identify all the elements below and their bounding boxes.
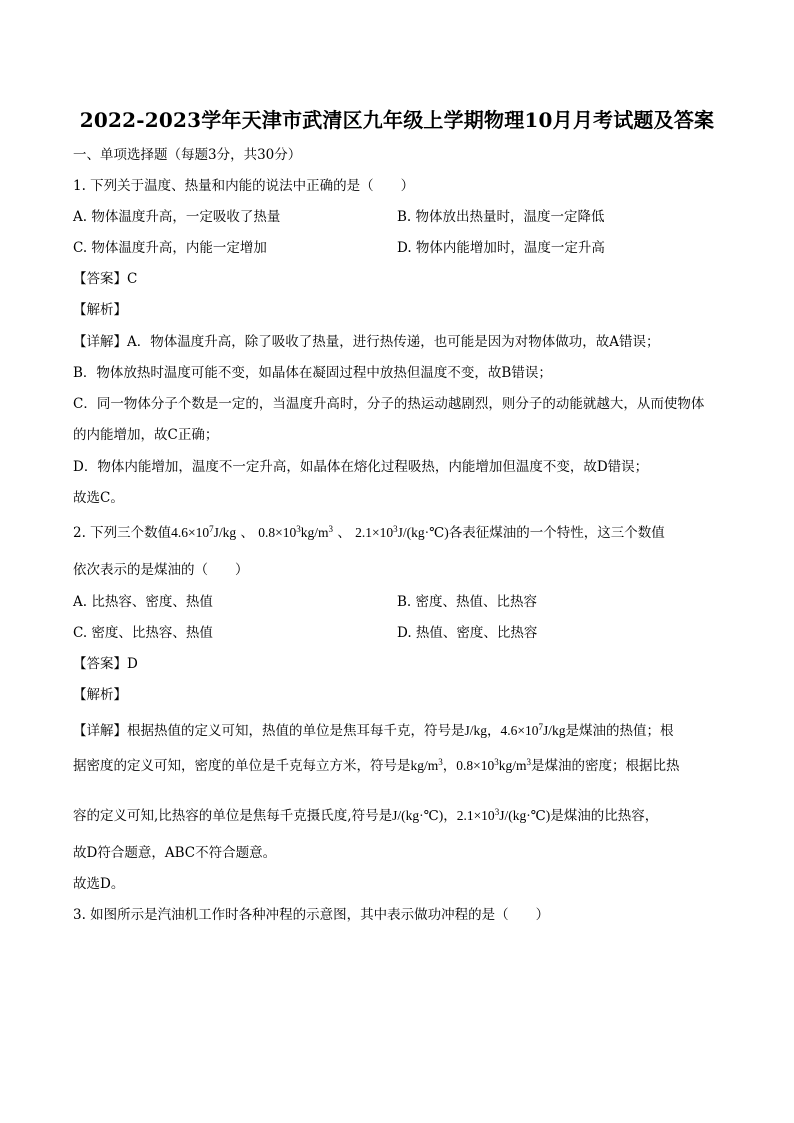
q2-stem-line-2: 依次表示的是煤油的（ ） <box>73 562 249 578</box>
value-heat: $4.6\times 10^7J/kg$ <box>171 524 237 540</box>
q2-detail-line-2: 据密度的定义可知，密度的单位是千克每立方米，符号是$kg/m^3$，$0.8\times 10^3kg/m^3$是煤油的密度；根据比热 <box>73 757 680 774</box>
q1-option-a: A. 物体温度升高，一定吸收了热量 <box>73 209 281 225</box>
q1-detail-line-6: 故选C。 <box>73 490 124 506</box>
q2-option-a: A. 比热容、密度、热值 <box>73 594 213 610</box>
q1-detail-line-2: B．物体放热时温度可能不变，如晶体在凝固过程中放热但温度不变，故B错误； <box>73 365 552 381</box>
q2-stem-suffix: 各表征煤油的一个特性，这三个数值 <box>448 525 665 541</box>
answer-value: C <box>127 271 138 287</box>
q1-stem: 1. 下列关于温度、热量和内能的说法中正确的是（ ） <box>73 178 415 194</box>
separator: 、 <box>236 525 259 541</box>
q2-detail-line-5: 故选D。 <box>73 876 125 892</box>
q2-option-c: C. 密度、比热容、热值 <box>73 625 213 641</box>
q2-stem-line-1 <box>73 524 665 542</box>
detail-text: A．物体温度升高，除了吸收了热量，进行热传递，也可能是因为对物体做功，故A错误； <box>127 334 660 350</box>
q2-answer <box>73 655 138 673</box>
page-title: 2022-2023学年天津市武清区九年级上学期物理10月月考试题及答案 <box>79 108 715 132</box>
separator: 、 <box>333 525 356 541</box>
value-specific-heat: $2.1\times 10^3J/(kg\cdot℃)$ <box>355 524 449 540</box>
q1-detail-line-1 <box>73 333 660 351</box>
value-density: $0.8\times 10^3kg/m^3$ <box>258 524 334 540</box>
q2-option-b: B. 密度、热值、比热容 <box>397 594 538 610</box>
q2-detail-line-3: 容的定义可知,比热容的单位是焦每千克摄氏度,符号是J/(kg·℃)，$2.1\times 10^3J/(kg\cdot℃)$是煤油的比热容， <box>73 807 659 824</box>
detail-label: 【详解】 <box>73 334 127 350</box>
q1-option-d: D. 物体内能增加时，温度一定升高 <box>397 240 605 256</box>
answer-label: 【答案】 <box>73 271 127 287</box>
q3-stem: 3. 如图所示是汽油机工作时各种冲程的示意图，其中表示做功冲程的是（ ） <box>73 907 550 923</box>
answer-label: 【答案】 <box>73 656 127 672</box>
q2-analysis-label: 【解析】 <box>73 687 127 703</box>
q1-option-b: B. 物体放出热量时，温度一定降低 <box>397 209 605 225</box>
q1-option-c: C. 物体温度升高，内能一定增加 <box>73 240 267 256</box>
q1-detail-line-3: C．同一物体分子个数是一定的，当温度升高时，分子的热运动越剧烈，则分子的动能就越大，从而使物体 <box>73 396 705 412</box>
q2-option-d: D. 热值、密度、比热容 <box>397 625 538 641</box>
q2-detail-line-4: 故D符合题意，ABC不符合题意。 <box>73 845 277 861</box>
q2-detail-line-1: 【详解】根据热值的定义可知，热值的单位是焦耳每千克，符号是J/kg，$4.6\times 10^7J/kg$是煤油的热值；根 <box>73 722 674 739</box>
q1-detail-line-4: 的内能增加，故C正确； <box>73 427 219 443</box>
q1-detail-line-5: D．物体内能增加，温度不一定升高，如晶体在熔化过程吸热，内能增加但温度不变，故D错误； <box>73 459 649 475</box>
section-heading: 一、单项选择题（每题3分，共30分） <box>73 147 302 163</box>
q1-analysis-label: 【解析】 <box>73 302 127 318</box>
detail-label: 【详解】 <box>73 723 127 739</box>
q2-stem-prefix: 2. 下列三个数值 <box>73 525 172 541</box>
answer-value: D <box>127 656 138 672</box>
q1-answer <box>73 270 137 288</box>
